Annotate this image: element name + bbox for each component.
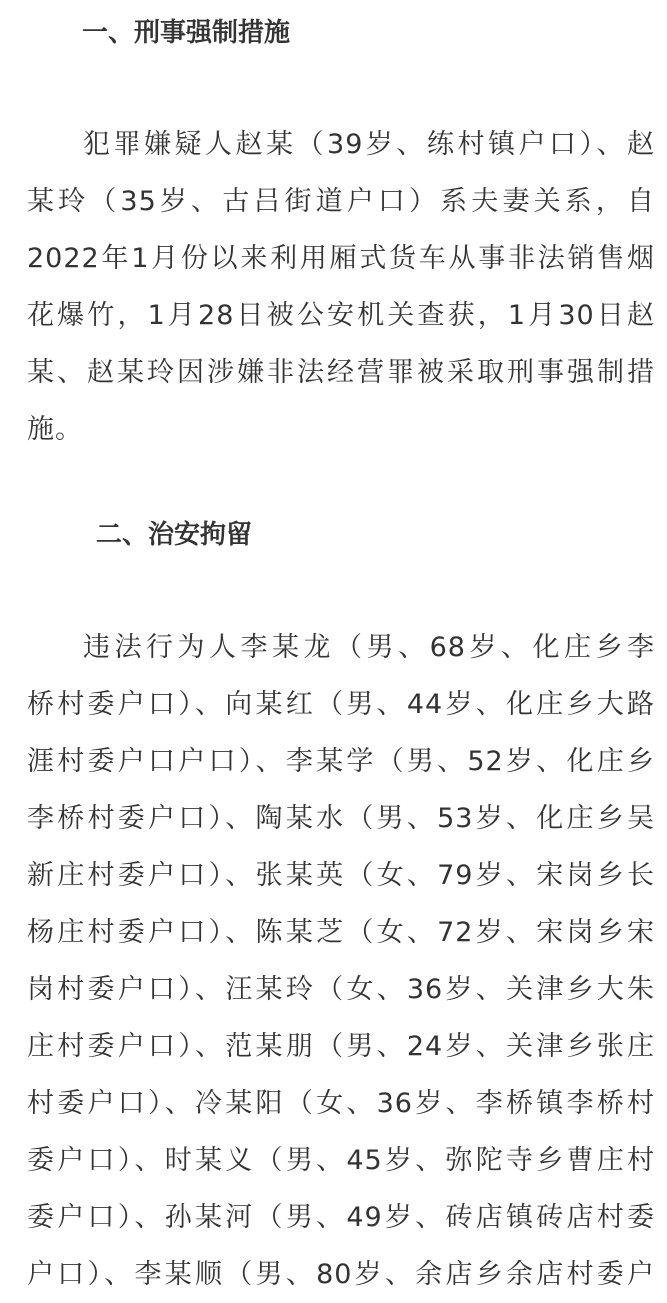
paragraph-administrative-detention — [27, 619, 655, 1303]
text-line: 委户口）、孙某河（男、49岁、砖店镇砖店村委 — [27, 1202, 655, 1233]
text-line: 违法行为人李某龙（男、68岁、化庄乡李 — [83, 632, 655, 663]
text-line: 施。 — [27, 414, 83, 445]
text-line: 户口）、李某顺（男、80岁、余店乡余店村委户 — [27, 1259, 655, 1290]
text-line: 桥村委户口）、向某红（男、44岁、化庄乡大路 — [27, 689, 655, 720]
text-line: 庄村委户口）、范某朋（男、24岁、关津乡张庄 — [27, 1031, 655, 1062]
text-line: 李桥村委户口）、陶某水（男、53岁、化庄乡吴 — [27, 803, 655, 834]
section-heading-administrative-detention: 二、治安拘留 — [96, 520, 253, 550]
section-heading-criminal-measures: 一、刑事强制措施 — [82, 18, 291, 48]
text-line: 花爆竹，1月28日被公安机关查获，1月30日赵 — [27, 300, 655, 331]
text-line: 村委户口）、冷某阳（女、36岁、李桥镇李桥村 — [27, 1088, 655, 1119]
text-line: 某玲（35岁、古吕街道户口）系夫妻关系，自 — [27, 186, 655, 217]
text-line: 犯罪嫌疑人赵某（39岁、练村镇户口）、赵 — [83, 129, 655, 160]
text-line: 岗村委户口）、汪某玲（女、36岁、关津乡大朱 — [27, 974, 655, 1005]
paragraph-criminal-measures — [27, 116, 655, 458]
text-line: 新庄村委户口）、张某英（女、79岁、宋岗乡长 — [27, 860, 655, 891]
text-line: 某、赵某玲因涉嫌非法经营罪被采取刑事强制措 — [27, 357, 655, 388]
text-line: 委户口）、时某义（男、45岁、弥陀寺乡曹庄村 — [27, 1145, 655, 1176]
text-line: 2022年1月份以来利用厢式货车从事非法销售烟 — [27, 243, 655, 274]
text-line: 杨庄村委户口）、陈某芝（女、72岁、宋岗乡宋 — [27, 917, 655, 948]
text-line: 涯村委户口户口）、李某学（男、52岁、化庄乡 — [27, 746, 655, 777]
